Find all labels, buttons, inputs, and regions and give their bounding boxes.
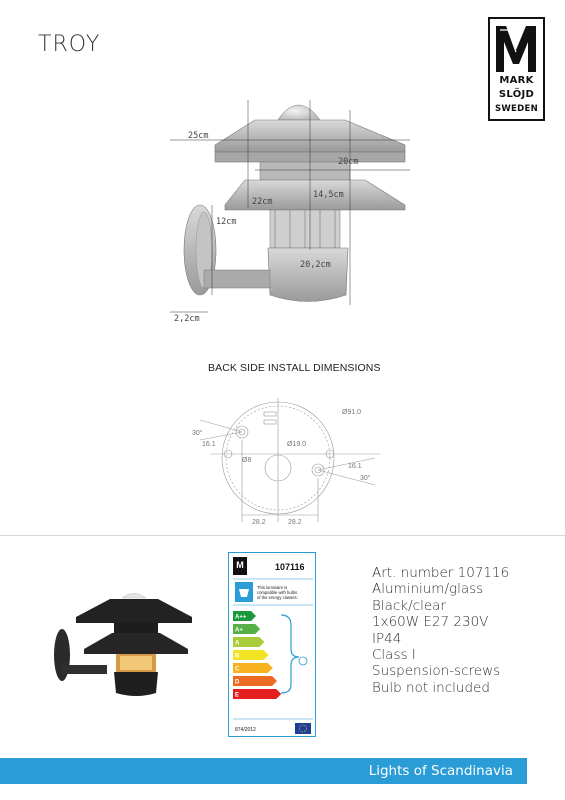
dim-12cm: 12cm: [216, 217, 237, 227]
dim-16-right: 16.1: [348, 463, 362, 470]
energy-class-label: A: [235, 640, 240, 647]
dim-phi-8: Ø8: [242, 457, 252, 464]
energy-class-bar: [233, 689, 281, 699]
dim-22cm: 22cm: [252, 197, 273, 207]
energy-class-bars: [233, 611, 281, 699]
dim-25cm: 25cm: [188, 131, 209, 141]
lamp-technical-drawing: [160, 90, 430, 330]
lamp-body: [268, 248, 348, 302]
energy-bracket: [281, 615, 299, 693]
back-install-drawing: [180, 390, 395, 530]
dim-phi-91: Ø91.0: [342, 409, 362, 416]
section-divider: [0, 535, 565, 536]
footer-tagline: Lights of Scandinavia: [368, 763, 513, 779]
spec-power: 1x60W E27 230V: [372, 614, 489, 631]
energy-compat-line-1: This luminaire is: [257, 585, 288, 590]
lamp-dome: [278, 105, 320, 120]
dim-phi-19: Ø19.0: [287, 441, 307, 448]
spec-color: Black/clear: [372, 597, 446, 614]
dim-angle-left: 30°: [192, 430, 203, 437]
dim-20cm: 20cm: [338, 157, 359, 167]
spec-bulb: Bulb not included: [372, 679, 490, 696]
energy-class-label: E: [235, 692, 240, 699]
logo-word-sweden: SWEDEN: [494, 104, 539, 114]
spec-class: Class I: [372, 647, 416, 664]
spec-material: Aluminium/glass: [372, 581, 484, 598]
dim-28-left: 28.2: [252, 519, 266, 526]
energy-label: [228, 552, 316, 737]
footer-bar: [0, 758, 527, 784]
brand-logo: [488, 17, 545, 121]
dim-2-2cm: 2,2cm: [174, 314, 200, 324]
dim-28-right: 28.2: [288, 519, 302, 526]
wall-arm: [204, 270, 270, 288]
energy-class-bar: [233, 676, 277, 686]
energy-class-label: A++: [235, 614, 247, 621]
dim-20-2cm: 20,2cm: [300, 260, 331, 270]
energy-compat-line-2: compatible with bulbs: [257, 590, 298, 595]
energy-label-article: 107116: [275, 562, 305, 572]
spec-list: [372, 565, 509, 696]
energy-class-label: D: [235, 679, 240, 686]
logo-word-slojd: SLÖJD: [498, 89, 535, 100]
svg-text:M: M: [236, 560, 244, 570]
energy-regulation: 874/2012: [235, 727, 256, 733]
energy-compat-line-3: of the energy classes:: [257, 595, 298, 600]
dim-16-left: 16.1: [202, 441, 216, 448]
logo-word-mark: MARK: [499, 75, 534, 86]
logo-m-mark: [492, 20, 541, 75]
dim-angle-right: 30°: [360, 475, 371, 482]
energy-class-label: B: [235, 653, 240, 660]
back-side-heading: BACK SIDE INSTALL DIMENSIONS: [208, 362, 381, 374]
energy-class-label: C: [235, 666, 240, 673]
bulb-icon: [299, 657, 307, 665]
dim-14-5cm: 14,5cm: [313, 190, 344, 200]
energy-label-graphic: [229, 553, 317, 738]
product-title: TROY: [38, 32, 101, 57]
spec-ip-rating: IP44: [372, 630, 402, 647]
product-photo: [52, 593, 197, 698]
spec-mounting: Suspension-screws: [372, 663, 501, 680]
energy-class-label: A+: [235, 627, 243, 634]
spec-article-number: Art. number 107116: [372, 565, 510, 581]
eu-flag-icon: [295, 723, 311, 734]
